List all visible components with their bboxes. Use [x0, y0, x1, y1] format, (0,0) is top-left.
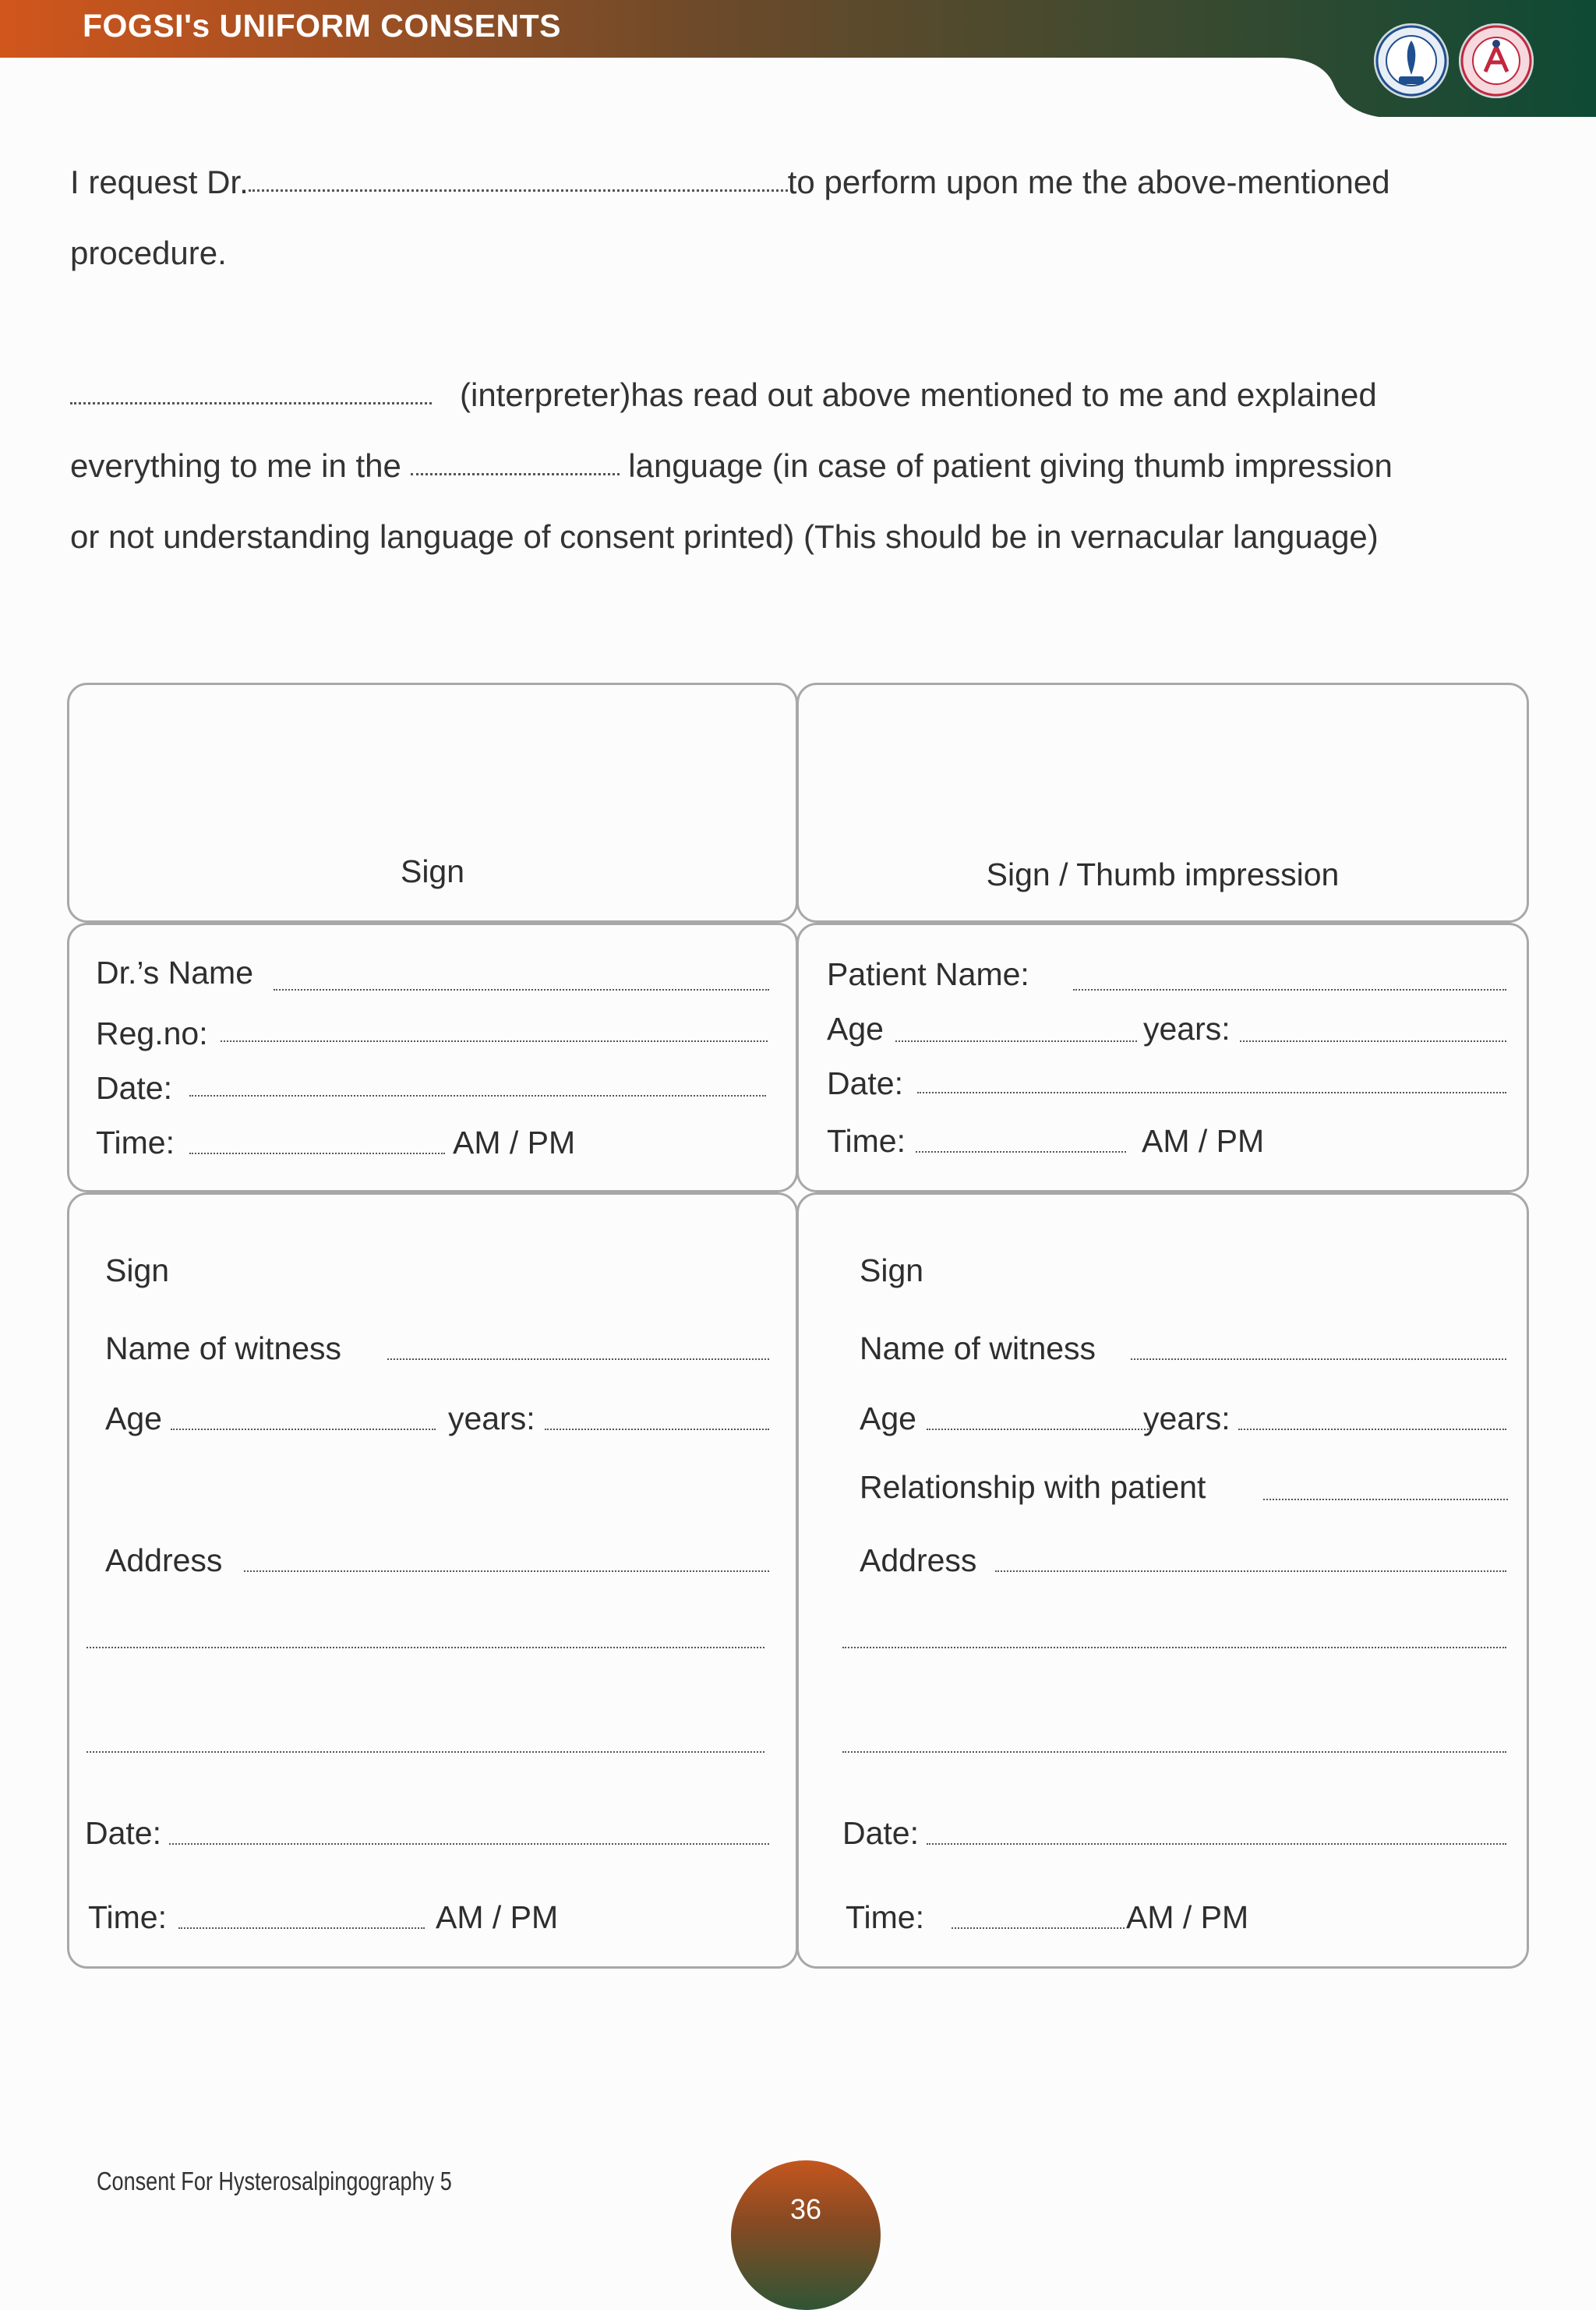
- patient-name-field[interactable]: [1073, 989, 1506, 991]
- witness2-address-field-2[interactable]: [842, 1647, 1506, 1648]
- doctor-ampm: AM / PM: [453, 1125, 576, 1160]
- patient-date-field[interactable]: [917, 1092, 1506, 1093]
- interpreter-line3: or not understanding language of consent printed) (This should be in vernacular language): [70, 518, 1379, 555]
- doctor-sign-label: Sign: [400, 853, 465, 889]
- witness1-date-field[interactable]: [169, 1843, 769, 1845]
- patient-date-label: Date:: [827, 1065, 903, 1101]
- request-prefix: I request Dr.: [70, 164, 249, 200]
- witness2-address-field-1[interactable]: [995, 1570, 1506, 1572]
- witness1-address-field-1[interactable]: [244, 1570, 769, 1572]
- request-line2: procedure.: [70, 235, 227, 271]
- witness2-sign-label: Sign: [860, 1252, 924, 1288]
- witness1-box: [67, 1192, 798, 1969]
- doctor-details-box: [67, 923, 798, 1192]
- patient-sign-box[interactable]: [796, 683, 1529, 923]
- witness2-age-label: Age: [860, 1400, 916, 1436]
- language-blank[interactable]: [411, 473, 620, 475]
- doctor-reg-field[interactable]: [221, 1040, 768, 1042]
- witness1-sign-label: Sign: [105, 1252, 170, 1288]
- interpreter-name-blank[interactable]: [70, 402, 432, 404]
- patient-ampm: AM / PM: [1142, 1123, 1265, 1159]
- interpreter-part2-suffix: language (in case of patient giving thumb impression: [628, 447, 1393, 484]
- page-number-badge: [731, 2160, 881, 2310]
- doctor-name-field[interactable]: [274, 989, 769, 991]
- patient-age-label: Age: [827, 1011, 884, 1047]
- doctor-name-blank[interactable]: [249, 189, 788, 192]
- witness1-years-field[interactable]: [545, 1429, 769, 1430]
- header-title: FOGSI's UNIFORM CONSENTS: [83, 8, 562, 44]
- request-suffix: to perform upon me the above-mentioned: [787, 164, 1390, 200]
- patient-name-label: Patient Name:: [827, 956, 1029, 992]
- witness2-date-label: Date:: [842, 1815, 919, 1851]
- fogsi-logo-icon: [1374, 23, 1449, 98]
- page-number: 36: [789, 2193, 822, 2225]
- witness2-relationship-field[interactable]: [1263, 1499, 1508, 1500]
- patient-years-label: years:: [1143, 1011, 1231, 1047]
- witness2-address-label: Address: [860, 1542, 977, 1578]
- footer-title: Consent For Hysterosalpingography 5: [97, 2167, 452, 2195]
- witness1-date-label: Date:: [85, 1815, 161, 1851]
- witness2-name-label: Name of witness: [860, 1330, 1096, 1366]
- patient-details-box: [796, 923, 1529, 1192]
- witness1-age-field[interactable]: [171, 1429, 436, 1430]
- patient-time-label: Time:: [827, 1123, 906, 1159]
- safety-first-logo-icon: [1459, 23, 1534, 98]
- doctor-date-field[interactable]: [189, 1095, 766, 1097]
- doctor-date-label: Date:: [96, 1070, 172, 1106]
- patient-age-field[interactable]: [895, 1040, 1137, 1042]
- witness2-years-field[interactable]: [1238, 1429, 1506, 1430]
- doctor-sign-box[interactable]: [67, 683, 798, 923]
- witness1-name-label: Name of witness: [105, 1330, 342, 1366]
- patient-time-field[interactable]: [916, 1151, 1126, 1153]
- witness1-ampm: AM / PM: [436, 1899, 559, 1935]
- witness1-age-label: Age: [105, 1400, 162, 1436]
- page-header: [0, 0, 1596, 117]
- request-paragraph: [70, 147, 1524, 288]
- doctor-name-label: Dr.’s Name: [96, 955, 254, 991]
- interpreter-paragraph: [70, 359, 1524, 572]
- witness1-years-label: years:: [448, 1400, 535, 1436]
- witness1-time-field[interactable]: [178, 1927, 425, 1929]
- witness2-box: [796, 1192, 1529, 1969]
- witness2-date-field[interactable]: [927, 1843, 1506, 1845]
- witness1-address-field-3[interactable]: [87, 1751, 764, 1753]
- witness1-time-label: Time:: [88, 1899, 167, 1935]
- interpreter-part2-prefix: everything to me in the: [70, 447, 401, 484]
- witness2-time-field[interactable]: [952, 1927, 1125, 1929]
- witness2-name-field[interactable]: [1131, 1358, 1506, 1360]
- witness2-age-field[interactable]: [927, 1429, 1151, 1430]
- witness1-address-field-2[interactable]: [87, 1647, 764, 1648]
- witness2-time-label: Time:: [846, 1899, 924, 1935]
- witness2-years-label: years:: [1143, 1400, 1231, 1436]
- witness2-ampm: AM / PM: [1126, 1899, 1249, 1935]
- doctor-reg-label: Reg.no:: [96, 1015, 208, 1051]
- witness1-name-field[interactable]: [387, 1358, 769, 1360]
- patient-sign-label: Sign / Thumb impression: [986, 857, 1340, 892]
- witness2-address-field-3[interactable]: [842, 1751, 1506, 1753]
- witness1-address-label: Address: [105, 1542, 223, 1578]
- doctor-time-label: Time:: [96, 1125, 175, 1160]
- interpreter-part1: (interpreter)has read out above mentioned to me and explained: [460, 376, 1377, 413]
- patient-years-field[interactable]: [1240, 1040, 1506, 1042]
- doctor-time-field[interactable]: [189, 1153, 445, 1154]
- witness2-relationship-label: Relationship with patient: [860, 1469, 1206, 1505]
